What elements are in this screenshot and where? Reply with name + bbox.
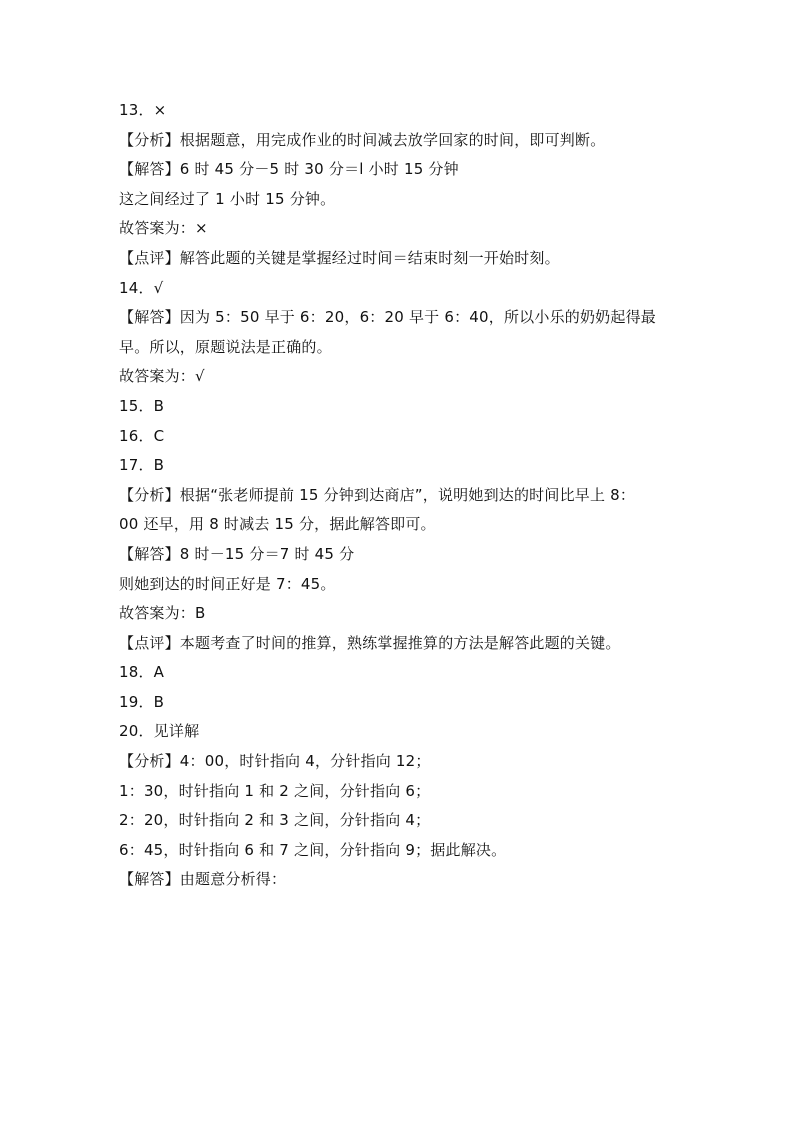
- answer-20-line: 20．见详解: [119, 722, 200, 741]
- answer-18-line: 18．A: [119, 663, 165, 682]
- final-answer-line: 故答案为：B: [119, 604, 206, 623]
- text-line: 6：45，时针指向 6 和 7 之间，分针指向 9；据此解决。: [119, 840, 507, 859]
- solution-line: 【解答】因为 5：50 早于 6：20，6：20 早于 6：40，所以小乐的奶奶起得最: [119, 308, 656, 327]
- text-line: 2：20，时针指向 2 和 3 之间，分针指向 4；: [119, 811, 431, 830]
- analysis-line: 【分析】根据题意，用完成作业的时间减去放学回家的时间，即可判断。: [119, 130, 606, 149]
- answer-14-line: 14．√: [119, 278, 164, 297]
- text-line: 00 还早，用 8 时减去 15 分，据此解答即可。: [119, 515, 436, 534]
- answer-16-line: 16．C: [119, 426, 165, 445]
- text-line: 这之间经过了 1 小时 15 分钟。: [119, 189, 336, 208]
- answer-15-line: 15．B: [119, 396, 165, 415]
- solution-line: 【解答】由题意分析得：: [119, 870, 287, 889]
- comment-line: 【点评】本题考查了时间的推算，熟练掌握推算的方法是解答此题的关键。: [119, 633, 621, 652]
- analysis-line: 【分析】4：00，时针指向 4，分针指向 12；: [119, 752, 431, 771]
- text-line: 1：30，时针指向 1 和 2 之间，分针指向 6；: [119, 781, 431, 800]
- analysis-line: 【分析】根据“张老师提前 15 分钟到达商店”，说明她到达的时间比早上 8：: [119, 485, 636, 504]
- final-answer-line: 故答案为：√: [119, 367, 205, 386]
- final-answer-line: 故答案为：×: [119, 219, 208, 238]
- solution-line: 【解答】6 时 45 分－5 时 30 分＝l 小时 15 分钟: [119, 160, 459, 179]
- answer-19-line: 19．B: [119, 692, 165, 711]
- text-line: 早。所以，原题说法是正确的。: [119, 337, 332, 356]
- text-line: 则她到达的时间正好是 7：45。: [119, 574, 336, 593]
- comment-line: 【点评】解答此题的关键是掌握经过时间＝结束时刻一开始时刻。: [119, 248, 560, 267]
- answer-13-line: 13．×: [119, 101, 167, 119]
- answer-17-line: 17．B: [119, 456, 165, 475]
- solution-line: 【解答】8 时－15 分＝7 时 45 分: [119, 544, 355, 563]
- answer-text-block: [119, 96, 699, 895]
